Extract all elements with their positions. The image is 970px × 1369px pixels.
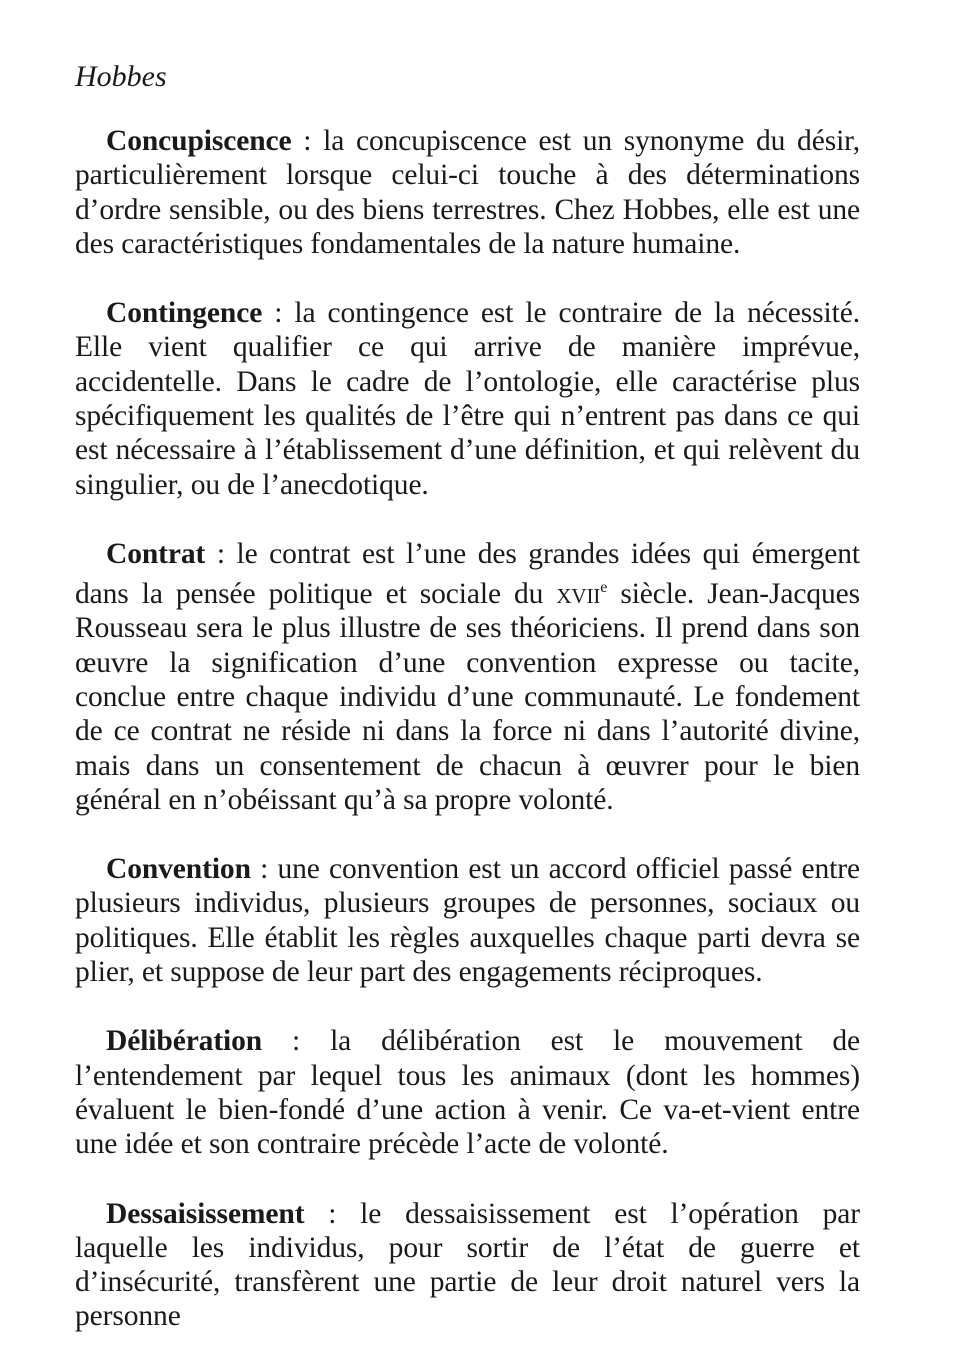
entry-term: Contrat [106, 537, 206, 570]
entry-definition: le dessaisissement est l’opération par laquelle les individus, pour sortir de l’état de guerre et d’insécurité, transfèrent une partie de leur droit naturel vers la personne [75, 1197, 860, 1333]
entry-separator: : [205, 537, 237, 570]
entry-separator: : [262, 1025, 331, 1058]
entry-definition-end: siècle. Jean-Jacques Rousseau sera le plus illustre de ses théoriciens. Il prend dans son œuvre la signification d’une convention expresse ou tacite, conclue entre chaque individu d’une communauté. Le fondement de ce contrat ne réside ni dans la force ni dans l’autorité divine, mais dans un consentement de chacun à œuvrer pour le bien général en n’obéissant qu’à sa propre volonté. [75, 578, 860, 816]
glossary-entry-convention [75, 852, 860, 989]
entry-definition: une convention est un accord officiel passé entre plusieurs individus, plusieurs groupes de personnes, sociaux ou politiques. Elle établit les règles auxquelles chaque parti devra se plier, et suppose de leur part des engagements réciproques. [75, 853, 860, 989]
entry-term: Contingence [106, 297, 263, 330]
entry-separator: : [291, 125, 324, 157]
entry-separator: : [304, 1197, 361, 1230]
entry-term: Dessaisissement [106, 1197, 305, 1230]
glossary-entry-contrat [75, 537, 860, 817]
entry-definition: la délibération est le mouvement de l’entendement par lequel tous les animaux (dont les hommes) évaluent le bien-fondé d’une action à venir. Ce va-et-vient entre une idée et son contraire précède l’acte de volonté. [75, 1025, 860, 1161]
century-suffix: e [600, 579, 608, 597]
glossary-entry-contingence [75, 296, 860, 502]
glossary-entry-dessaisissement [75, 1197, 860, 1334]
entry-term: Concupiscence [106, 125, 292, 157]
glossary-entry-deliberation [75, 1024, 860, 1161]
entry-separator: : [250, 853, 278, 886]
glossary-entry-concupiscence [75, 124, 860, 261]
running-head: Hobbes [75, 60, 167, 93]
entry-separator: : [262, 297, 295, 330]
entry-term: Convention [106, 853, 251, 886]
century-numeral: xvii [556, 578, 601, 611]
entry-definition: la contingence est le contraire de la nécessité. Elle vient qualifier ce qui arrive de manière imprévue, accidentelle. Dans le cadre de l’ontologie, elle caractérise plus spécifiquement les qualités de l’être qui n’entrent pas dans ce qui est nécessaire à l’établissement d’une définition, et qui relèvent du singulier, ou de l’anecdotique. [75, 297, 860, 501]
entry-definition: la concupiscence est un synonyme du désir, particulièrement lorsque celui-ci touche à des déterminations d’ordre sensible, ou des biens terrestres. Chez Hobbes, elle est une des caractéristiques fondamentales de la nature humaine. [75, 125, 860, 260]
entry-definition-start: le contrat est l’une des grandes idées qui émergent dans la pensée politique et sociale du [75, 537, 860, 611]
entry-term: Délibération [106, 1025, 263, 1058]
document-page [75, 58, 860, 1369]
